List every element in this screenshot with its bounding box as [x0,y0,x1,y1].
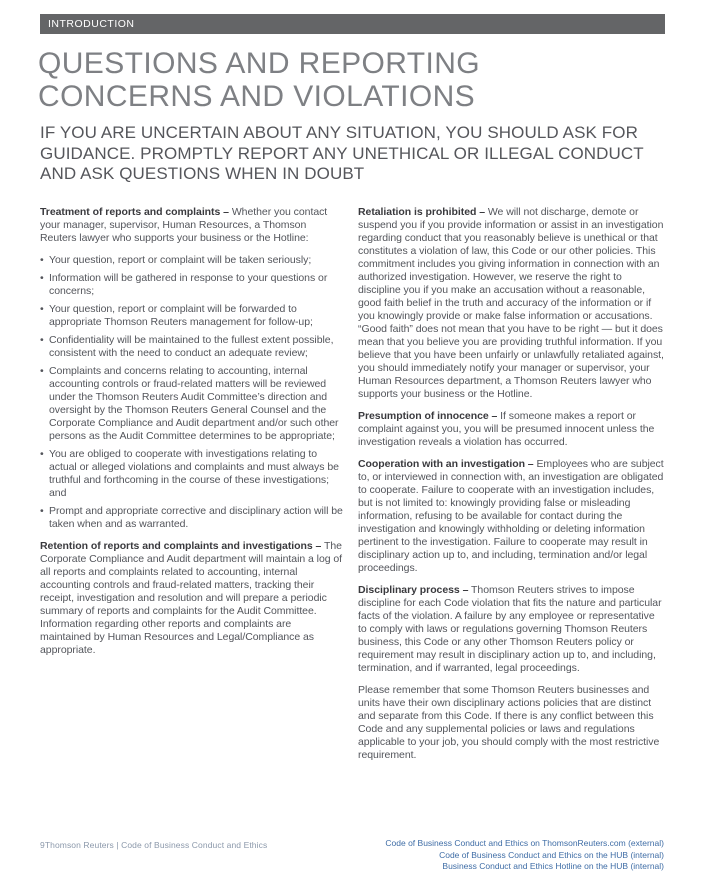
column-right [358,206,665,771]
page-title-line-1: QUESTIONS AND REPORTING [38,47,481,80]
list-item [40,334,343,360]
list-item-text: Confidentiality will be maintained to the fullest extent possible, consistent with the need to conduct an adequate review; [49,334,334,359]
bullet-icon: • [40,505,44,517]
footer-link-hub-hotline[interactable]: Business Conduct and Ethics Hotline on the HUB (internal) [442,861,664,871]
footer-doc-title: Thomson Reuters | Code of Business Conduct and Ethics [44,840,268,850]
list-item-text: Your question, report or complaint will be taken seriously; [49,254,312,266]
footer-links [385,838,664,873]
footer-left [40,840,267,850]
page-number: 9 [40,840,45,850]
paragraph-presumption [358,410,665,449]
column-left [40,206,343,666]
page-title-line-2: CONCERNS AND VIOLATIONS [38,80,476,113]
paragraph-retention [40,540,343,657]
list-item [40,254,343,267]
section-label: INTRODUCTION [48,18,135,30]
list-item [40,272,343,298]
paragraph-lead: Retaliation is prohibited – [358,206,485,218]
paragraph-text: Thomson Reuters strives to impose discipline for each Code violation that fits the nature and particular facts of the violation. A failure by any employee or representative to comply with laws or regulations governing Thomson Reuters business, this Code or any other Thomson Reuters policy or requirement may result in disciplinary action up to, and including, termination, and if warranted, legal proceedings. [358,584,662,674]
list-item-text: Prompt and appropriate corrective and disciplinary action will be taken when and as warranted. [49,505,343,530]
paragraph-lead: Presumption of innocence – [358,410,498,422]
paragraph-retaliation [358,206,665,401]
paragraph-lead: Retention of reports and complaints and investigations – [40,540,322,552]
bullet-icon: • [40,334,44,346]
paragraph-text: Please remember that some Thomson Reuters businesses and units have their own disciplinary actions policies that are distinct and separate from this Code. If there is any conflict between this Code and any supplemental policies or laws and regulations applicable to your job, you should comply with the most restrictive requirement. [358,684,660,761]
list-item-text: Complaints and concerns relating to accounting, internal accounting controls or fraud-related matters will be reviewed under the Thomson Reuters Audit Committee’s direction and oversight by the Thomson Reuters General Counsel and the Corporate Compliance and Audit department and/or such other persons as the Audit Committee determines to be appropriate; [49,365,339,442]
list-item-text: Information will be gathered in response to your questions or concerns; [49,272,328,297]
bullet-icon: • [40,254,44,266]
paragraph-text: We will not discharge, demote or suspend you if you provide information or assist in an investigation regarding conduct that you reasonably believe is unethical or that constitutes a violation of law, this Code or our other policies. This commitment includes you giving information in connection with an authorized investigation. However, we reserve the right to discipline you if you make an accusation without a reasonable, good faith belief in the truth and accuracy of the information or if you knowingly provide or make false information or accusations. “Good faith” does not mean that you have to be right — but it does mean that you believe you are providing truthful information. If you believe that you have been unfairly or unlawfully retaliated against, you should immediately notify your manager or supervisor, your Human Resources department, a Thomson Reuters lawyer who supports your business or the Hotline. [358,206,664,400]
paragraph-disciplinary [358,584,665,675]
list-item [40,448,343,500]
section-header-bar [40,14,665,34]
paragraph-treatment [40,206,343,245]
list-item-text: You are obliged to cooperate with investigations relating to actual or alleged violations and complaints and must always be truthful and forthcoming in the course of these investigations; and [49,448,339,499]
bullet-icon: • [40,272,44,284]
list-item [40,303,343,329]
list-item [40,505,343,531]
paragraph-cooperation [358,458,665,575]
paragraph-text: Whether you contact your manager, supervisor, Human Resources, a Thomson Reuters lawyer who supports your business or the Hotline: [40,206,328,244]
paragraph-lead: Cooperation with an investigation – [358,458,534,470]
list-item-text: Your question, report or complaint will be forwarded to appropriate Thomson Reuters management for follow-up; [49,303,313,328]
footer-link-hub-code[interactable]: Code of Business Conduct and Ethics on the HUB (internal) [439,849,664,860]
paragraph-text: Employees who are subject to, or interviewed in connection with, an investigation are obligated to cooperate. Failure to cooperate with an investigation includes, but is not limited to: knowingly providing false or misleading information, refusing to be available for contact during the investigation and knowingly withholding or deleting information pertinent to the investigation. Failure to cooperate may result in disciplinary action up to, and including, termination and/or legal proceedings. [358,458,664,574]
bullet-list [40,254,343,531]
bullet-icon: • [40,365,44,377]
paragraph-lead: Disciplinary process – [358,584,469,596]
bullet-icon: • [40,303,44,315]
paragraph-lead: Treatment of reports and complaints – [40,206,229,218]
page-subtitle: IF YOU ARE UNCERTAIN ABOUT ANY SITUATION, YOU SHOULD ASK FOR GUIDANCE. PROMPTLY REPORT ANY UNETHICAL OR ILLEGAL CONDUCT AND ASK QUESTIONS WHEN IN DOUBT [40,123,644,183]
footer-link-external-site[interactable]: Code of Business Conduct and Ethics on ThomsonReuters.com (external) [385,838,664,848]
paragraph-text: If someone makes a report or complaint against you, you will be presumed innocent unless the investigation reveals a violation has occurred. [358,410,655,448]
paragraph-text: The Corporate Compliance and Audit department will maintain a log of all reports and complaints related to accounting, internal accounting controls and fraud-related matters, tracking their receipt, investigation and resolution and will prepare a periodic summary of reports and complaints for the Audit Committee. Information regarding other reports and complaints are maintained by Human Resources and Legal/Compliance as appropriate. [40,540,343,656]
page-title [38,47,480,113]
list-item [40,365,343,443]
bullet-icon: • [40,448,44,460]
paragraph-please-remember [358,684,665,762]
